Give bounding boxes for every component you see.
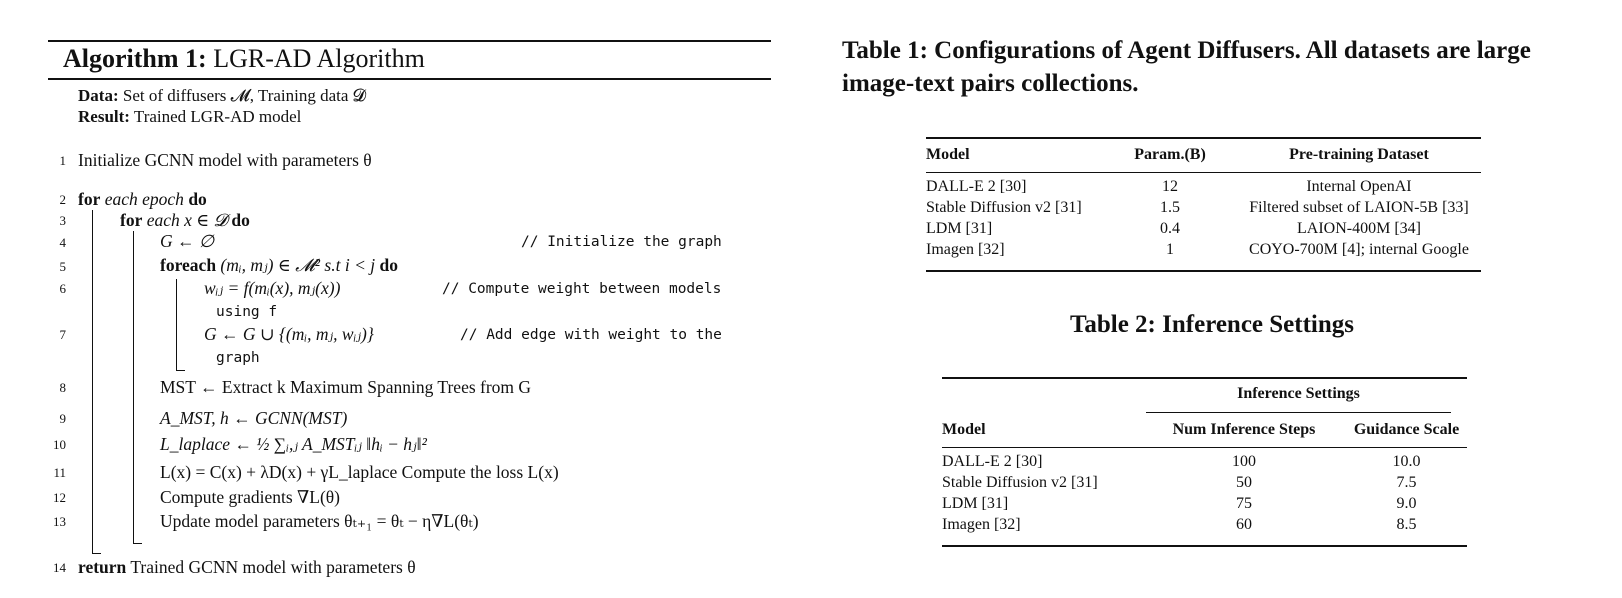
- algorithm-result: [78, 107, 301, 127]
- table2-caption: Table 2: Inference Settings: [1069, 311, 1355, 338]
- algorithm-line-1: Initialize GCNN model with parameters θ: [78, 150, 372, 170]
- table-cell: 12: [1162, 178, 1178, 195]
- algorithm-line-3: [120, 210, 250, 231]
- loop-condition: each x ∈ 𝓓: [142, 210, 232, 230]
- algorithm-title-name: LGR-AD Algorithm: [213, 44, 425, 73]
- keyword: do: [188, 189, 207, 209]
- table-row: [936, 493, 1469, 514]
- table2: [936, 419, 1469, 535]
- result-text: Trained LGR-AD model: [133, 107, 302, 126]
- loop-condition: each epoch: [100, 189, 189, 209]
- foreach-block-end: [176, 370, 185, 371]
- table2-bottom-rule: [942, 545, 1467, 547]
- table1-top-rule: [926, 137, 1481, 139]
- column-header: Model: [926, 146, 970, 163]
- table-cell: Imagen [32]: [926, 241, 1005, 258]
- table-cell: Filtered subset of LAION-5B [33]: [1249, 199, 1469, 216]
- loop-condition: (mᵢ, mⱼ) ∈ 𝓜² s.t i < j: [216, 255, 380, 275]
- algorithm-line-7-comment-cont: graph: [216, 350, 260, 366]
- table-row: [936, 451, 1469, 472]
- table-cell: 60: [1236, 516, 1252, 533]
- table1-caption: Table 1: Configurations of Agent Diffusers. All datasets are large image-text pairs collections.: [842, 37, 1531, 97]
- table2-top-rule: [942, 377, 1467, 379]
- table-row: [920, 218, 1488, 239]
- line-number: 4: [59, 235, 66, 250]
- table-row: [920, 197, 1488, 218]
- line-number: 14: [53, 560, 66, 575]
- line-number: 5: [59, 259, 66, 274]
- algorithm-title-label: Algorithm 1:: [63, 44, 207, 73]
- for-x-block-end: [133, 543, 142, 544]
- algorithm-line-12: Compute gradients ∇L(θ): [160, 487, 341, 507]
- algorithm-line-13: Update model parameters θₜ₊₁ = θₜ − η∇L(θₜ): [160, 511, 479, 531]
- table-row: [936, 472, 1469, 493]
- algorithm-line-8: MST ← Extract k Maximum Spanning Trees from G: [160, 377, 532, 397]
- algorithm-line-14: [78, 557, 416, 578]
- algorithm-top-rule: [48, 40, 771, 42]
- algorithm-line-10: L_laplace ← ½ ∑ᵢ,ⱼ A_MSTᵢⱼ ‖hᵢ − hⱼ‖²: [160, 434, 427, 454]
- algorithm-line-7: G ← G ∪ {(mᵢ, mⱼ, wᵢⱼ)}: [204, 324, 374, 344]
- table-cell: LDM [31]: [942, 495, 1009, 512]
- algorithm-line-11: L(x) = C(x) + λD(x) + γL_laplace Compute the loss L(x): [160, 462, 559, 482]
- table2-group-header: Inference Settings: [1237, 385, 1360, 402]
- table-header-row: [936, 419, 1469, 451]
- table-row: [920, 239, 1488, 260]
- table-cell: 50: [1236, 474, 1252, 491]
- keyword: for: [120, 210, 143, 230]
- algorithm-line-7-comment: // Add edge with weight to the: [460, 327, 722, 343]
- for-x-block-bar: [133, 231, 134, 544]
- algorithm-line-2: [78, 189, 207, 210]
- line-number: 1: [59, 153, 66, 168]
- table-cell: 75: [1236, 495, 1252, 512]
- table-cell: 10.0: [1392, 453, 1421, 470]
- for-epoch-block-bar: [92, 210, 93, 554]
- algorithm-title-rule: [48, 78, 771, 80]
- line-number: 7: [59, 327, 66, 342]
- algorithm-line-4-comment: // Initialize the graph: [521, 234, 722, 250]
- table-row: [936, 514, 1469, 535]
- table-cell: 100: [1232, 453, 1256, 470]
- algorithm-data: [78, 86, 366, 106]
- algorithm-line-9: A_MST, h ← GCNN(MST): [160, 408, 348, 428]
- return-text: Trained GCNN model with parameters θ: [126, 557, 416, 577]
- table-cell: DALL-E 2 [30]: [942, 453, 1043, 470]
- algorithm-line-6-comment: // Compute weight between models: [442, 281, 722, 297]
- table-cell: Imagen [32]: [942, 516, 1021, 533]
- keyword: for: [78, 189, 101, 209]
- result-label: Result:: [78, 107, 130, 126]
- table-cell: COYO-700M [4]; internal Google: [1249, 241, 1469, 258]
- table-cell: Stable Diffusion v2 [31]: [942, 474, 1098, 491]
- keyword: do: [379, 255, 398, 275]
- data-text: Set of diffusers 𝓜, Training data 𝓓: [122, 86, 366, 105]
- table-cell: DALL-E 2 [30]: [926, 178, 1027, 195]
- column-header: Guidance Scale: [1353, 421, 1460, 438]
- table1-bottom-rule: [926, 270, 1481, 272]
- table-cell: LDM [31]: [926, 220, 993, 237]
- table-cell: LAION-400M [34]: [1297, 220, 1421, 237]
- data-label: Data:: [78, 86, 119, 105]
- table-cell: 8.5: [1396, 516, 1417, 533]
- table2-group-rule: [1146, 412, 1451, 413]
- table-cell: Stable Diffusion v2 [31]: [926, 199, 1082, 216]
- line-number: 2: [59, 192, 66, 207]
- keyword: do: [231, 210, 250, 230]
- keyword: return: [78, 557, 127, 577]
- table-cell: 9.0: [1396, 495, 1417, 512]
- table-cell: 0.4: [1160, 220, 1180, 237]
- table1: [920, 144, 1488, 260]
- foreach-block-bar: [176, 279, 177, 371]
- line-number: 8: [59, 380, 66, 395]
- line-number: 6: [59, 281, 66, 296]
- line-number: 10: [53, 437, 66, 452]
- algorithm-line-4: G ← ∅: [160, 231, 215, 251]
- column-header: Num Inference Steps: [1172, 421, 1316, 438]
- algorithm-line-6-comment-cont: using f: [216, 304, 278, 320]
- column-header: Pre-training Dataset: [1289, 146, 1429, 163]
- algorithm-line-6: wᵢⱼ = f(mᵢ(x), mⱼ(x)): [204, 278, 341, 298]
- keyword: foreach: [160, 255, 217, 275]
- table-cell: Internal OpenAI: [1306, 178, 1412, 195]
- table-cell: 7.5: [1396, 474, 1417, 491]
- line-number: 9: [59, 411, 66, 426]
- table-row: [920, 176, 1488, 197]
- algorithm-line-5: [160, 255, 398, 276]
- line-number: 3: [59, 213, 66, 228]
- table-cell: 1: [1166, 241, 1174, 258]
- algorithm-title: [63, 44, 425, 74]
- for-epoch-block-end: [92, 553, 101, 554]
- table-cell: 1.5: [1160, 199, 1180, 216]
- column-header: Model: [942, 421, 986, 438]
- table-header-row: [920, 144, 1488, 176]
- line-number: 13: [53, 514, 66, 529]
- line-number: 11: [53, 465, 66, 480]
- column-header: Param.(B): [1134, 146, 1206, 163]
- line-number: 12: [53, 490, 66, 505]
